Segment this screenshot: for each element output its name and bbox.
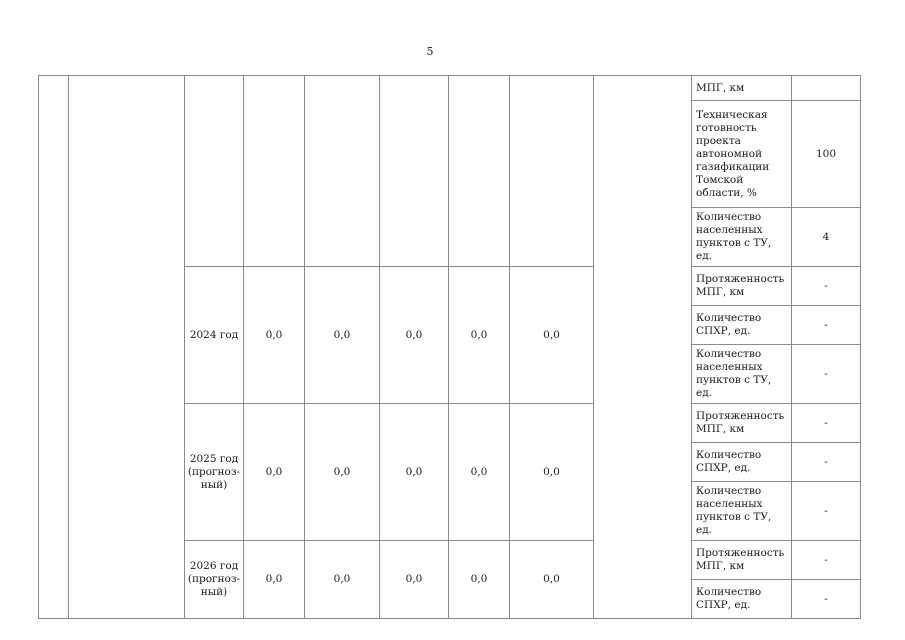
funding-cell	[244, 76, 305, 267]
indicator-name: Протяженность МПГ, км	[692, 541, 792, 580]
funding-cell: 0,0	[244, 541, 305, 619]
page-number: 5	[426, 45, 434, 58]
indicator-name: Количество населенных пунктов с ТУ, ед.	[692, 482, 792, 541]
funding-cell: 0,0	[244, 404, 305, 541]
indicator-value: -	[792, 580, 861, 619]
funding-cell: 0,0	[380, 404, 449, 541]
funding-cell: 0,0	[244, 267, 305, 404]
funding-cell: 0,0	[305, 267, 380, 404]
indicator-name: Протяженность МПГ, км	[692, 404, 792, 443]
indicator-name: Количество СПХР, ед.	[692, 580, 792, 619]
indicator-value: -	[792, 306, 861, 345]
program-table	[38, 75, 861, 619]
table-row	[39, 76, 861, 101]
indicator-name: МПГ, км	[692, 76, 792, 101]
indicator-name: Количество населенных пунктов с ТУ, ед.	[692, 208, 792, 267]
year-cell: 2026 год (прогноз-ный)	[185, 541, 244, 619]
funding-cell	[305, 76, 380, 267]
funding-cell: 0,0	[449, 267, 510, 404]
indicator-name: Протяженность МПГ, км	[692, 267, 792, 306]
indicator-value: -	[792, 404, 861, 443]
indicator-value: -	[792, 541, 861, 580]
indicator-value	[792, 76, 861, 101]
funding-cell: 0,0	[305, 541, 380, 619]
indicator-name: Количество СПХР, ед.	[692, 443, 792, 482]
funding-cell: 0,0	[510, 267, 594, 404]
indicator-value: 100	[792, 101, 861, 208]
indicator-name: Количество населенных пунктов с ТУ, ед.	[692, 345, 792, 404]
indicator-value: -	[792, 345, 861, 404]
funding-cell: 0,0	[305, 404, 380, 541]
funding-cell	[449, 76, 510, 267]
indicator-value: 4	[792, 208, 861, 267]
year-cell: 2025 год (прогноз-ный)	[185, 404, 244, 541]
funding-cell: 0,0	[380, 541, 449, 619]
funding-cell	[380, 76, 449, 267]
number-cell	[39, 76, 69, 619]
funding-cell: 0,0	[510, 404, 594, 541]
indicator-name: Количество СПХР, ед.	[692, 306, 792, 345]
indicator-value: -	[792, 482, 861, 541]
funding-cell	[510, 76, 594, 267]
executor-cell	[594, 76, 692, 619]
year-cell: 2024 год	[185, 267, 244, 404]
year-cell	[185, 76, 244, 267]
indicator-value: -	[792, 267, 861, 306]
funding-cell: 0,0	[449, 404, 510, 541]
indicator-name: Техническая готовность проекта автономной газификации Томской области, %	[692, 101, 792, 208]
indicator-value: -	[792, 443, 861, 482]
funding-cell: 0,0	[449, 541, 510, 619]
funding-cell: 0,0	[510, 541, 594, 619]
event-name-cell	[69, 76, 185, 619]
funding-cell: 0,0	[380, 267, 449, 404]
